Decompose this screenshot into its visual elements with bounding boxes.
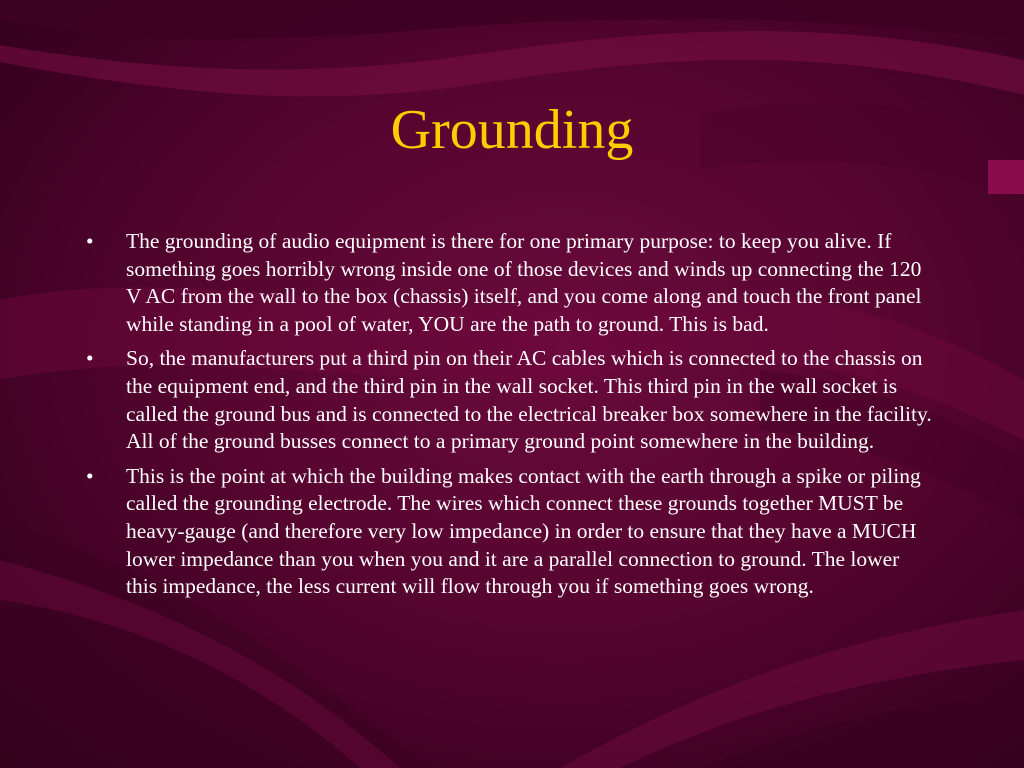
bullet-item bbox=[84, 228, 934, 338]
bullet-list bbox=[84, 228, 934, 608]
bullet-marker: • bbox=[86, 229, 94, 253]
slide-title: Grounding bbox=[390, 99, 634, 161]
bullet-text: So, the manufacturers put a third pin on their AC cables which is connected to the chassis on the equipment end, and the third pin in the wall socket. This third pin in the wall socket is called the ground bus and is connected to the electrical breaker box somewhere in the facility. All of the ground busses connect to a primary ground point somewhere in the building. bbox=[126, 346, 932, 454]
bullet-marker: • bbox=[86, 463, 94, 488]
bullet-marker: • bbox=[86, 346, 94, 371]
bullet-item bbox=[84, 345, 934, 455]
bullet-text: The grounding of audio equipment is there for one primary purpose: to keep you alive. If something goes horribly wrong inside one of those devices and winds up connecting the 120 V AC from the wall to the box (chassis) itself, and you come along and touch the front panel while standing in a pool of water, YOU are the path to ground. This is bad. bbox=[126, 229, 922, 336]
bullet-text: This is the point at which the building makes contact with the earth through a spike or piling called the grounding electrode. The wires which connect these grounds together MUST be heavy-gauge (and therefore very low impedance) in order to ensure that they have a MUCH lower impedance than you when you and it are a parallel connection to ground. The lower this impedance, the less current will flow through you if something goes wrong. bbox=[126, 463, 921, 599]
bullet-item bbox=[84, 463, 934, 601]
